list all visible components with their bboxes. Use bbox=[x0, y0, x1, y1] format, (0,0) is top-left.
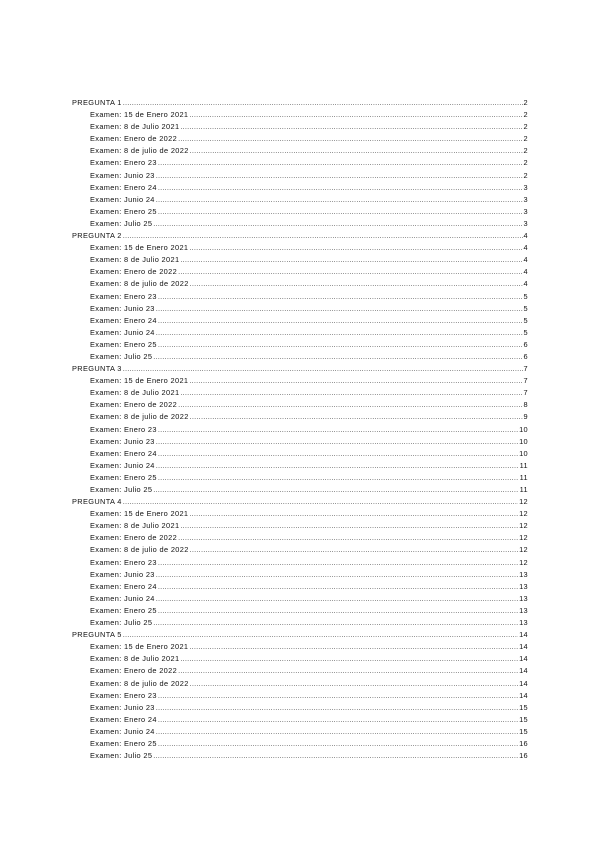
toc-entry-title: Examen: Julio 25 bbox=[90, 351, 153, 361]
toc-entry-page-number: 10 bbox=[519, 436, 528, 446]
dot-leader bbox=[190, 145, 523, 157]
dot-leader bbox=[189, 508, 518, 520]
dot-leader bbox=[178, 532, 518, 544]
dot-leader bbox=[158, 714, 518, 726]
toc-entry[interactable] bbox=[72, 738, 528, 750]
toc-entry[interactable] bbox=[72, 291, 528, 303]
toc-entry-title: Examen: Junio 23 bbox=[90, 569, 155, 579]
dot-leader bbox=[156, 303, 523, 315]
toc-entry[interactable] bbox=[72, 387, 528, 399]
toc-entry[interactable] bbox=[72, 206, 528, 218]
toc-entry-page-number: 8 bbox=[523, 400, 528, 410]
toc-entry-title: Examen: Junio 23 bbox=[90, 436, 155, 446]
toc-entry-page-number: 4 bbox=[523, 279, 528, 289]
toc-entry-page-number: 7 bbox=[523, 388, 528, 398]
toc-entry-title: Examen: Enero 23 bbox=[90, 291, 157, 301]
toc-entry-page-number: 15 bbox=[519, 726, 528, 736]
dot-leader bbox=[178, 266, 522, 278]
dot-leader bbox=[158, 157, 523, 169]
toc-entry-title: Examen: 15 de Enero 2021 bbox=[90, 243, 189, 253]
dot-leader bbox=[156, 593, 518, 605]
toc-entry[interactable] bbox=[72, 254, 528, 266]
toc-entry[interactable] bbox=[72, 194, 528, 206]
toc-entry-page-number: 16 bbox=[519, 751, 528, 761]
dot-leader bbox=[158, 315, 523, 327]
dot-leader bbox=[190, 411, 523, 423]
toc-section[interactable] bbox=[72, 496, 528, 508]
toc-entry-page-number: 4 bbox=[523, 255, 528, 265]
toc-entry-page-number: 11 bbox=[519, 460, 528, 470]
toc-entry-title: Examen: Junio 23 bbox=[90, 303, 155, 313]
toc-entry-page-number: 11 bbox=[519, 485, 528, 494]
toc-entry-title: Examen: Junio 24 bbox=[90, 726, 155, 736]
toc-entry-title: Examen: Enero de 2022 bbox=[90, 666, 178, 676]
toc-entry[interactable] bbox=[72, 411, 528, 423]
toc-entry-title: Examen: 8 de julio de 2022 bbox=[90, 412, 189, 422]
toc-entry-page-number: 12 bbox=[519, 545, 528, 555]
toc-entry-page-number: 13 bbox=[519, 618, 528, 628]
toc-entry[interactable] bbox=[72, 569, 528, 581]
dot-leader bbox=[158, 339, 523, 351]
toc-entry-page-number: 3 bbox=[523, 194, 528, 204]
toc-entry-title: Examen: Julio 25 bbox=[90, 485, 153, 494]
toc-entry[interactable] bbox=[72, 665, 528, 677]
toc-entry-page-number: 4 bbox=[523, 267, 528, 277]
toc-entry-page-number: 15 bbox=[519, 702, 528, 712]
toc-entry[interactable] bbox=[72, 593, 528, 605]
toc-entry-title: Examen: 15 de Enero 2021 bbox=[90, 376, 189, 386]
toc-entry[interactable] bbox=[72, 605, 528, 617]
toc-entry-page-number: 14 bbox=[519, 642, 528, 652]
toc-entry[interactable] bbox=[72, 544, 528, 556]
toc-section-page-number: 2 bbox=[523, 98, 528, 107]
toc-entry-title: Examen: 8 de julio de 2022 bbox=[90, 146, 189, 156]
dot-leader bbox=[158, 738, 518, 750]
toc-entry[interactable] bbox=[72, 266, 528, 278]
toc-entry-page-number: 7 bbox=[523, 376, 528, 386]
toc-entry-page-number: 2 bbox=[523, 122, 528, 132]
toc-entry[interactable] bbox=[72, 109, 528, 121]
toc-entry-page-number: 3 bbox=[523, 218, 528, 228]
toc-entry-title: Examen: Enero 24 bbox=[90, 448, 157, 458]
toc-entry[interactable] bbox=[72, 218, 528, 230]
toc-section-title: PREGUNTA 4 bbox=[72, 497, 122, 507]
dot-leader bbox=[180, 520, 518, 532]
toc-section[interactable] bbox=[72, 629, 528, 641]
toc-entry-page-number: 13 bbox=[519, 593, 528, 603]
toc-entry[interactable] bbox=[72, 315, 528, 327]
toc-entry-title: Examen: 8 de julio de 2022 bbox=[90, 545, 189, 555]
dot-leader bbox=[189, 641, 518, 653]
toc-entry-title: Examen: Junio 24 bbox=[90, 327, 155, 337]
toc-entry-page-number: 14 bbox=[519, 678, 528, 688]
toc-entry-title: Examen: Julio 25 bbox=[90, 218, 153, 228]
dot-leader bbox=[158, 605, 518, 617]
toc-entry-title: Examen: Enero 25 bbox=[90, 206, 157, 216]
dot-leader bbox=[158, 557, 518, 569]
toc-entry[interactable] bbox=[72, 508, 528, 520]
dot-leader bbox=[156, 702, 518, 714]
toc-entry[interactable] bbox=[72, 424, 528, 436]
dot-leader bbox=[190, 544, 518, 556]
toc-entry-title: Examen: Enero 24 bbox=[90, 182, 157, 192]
toc-entry[interactable] bbox=[72, 484, 528, 496]
toc-entry-page-number: 2 bbox=[523, 170, 528, 180]
toc-entry-title: Examen: Enero 25 bbox=[90, 738, 157, 748]
dot-leader bbox=[156, 194, 523, 206]
toc-entry-page-number: 6 bbox=[523, 339, 528, 349]
toc-entry[interactable] bbox=[72, 460, 528, 472]
toc-entry-title: Examen: Enero 25 bbox=[90, 605, 157, 615]
toc-entry-title: Examen: Enero 23 bbox=[90, 690, 157, 700]
toc-section-title: PREGUNTA 3 bbox=[72, 364, 122, 374]
toc-entry-page-number: 16 bbox=[519, 738, 528, 748]
toc-entry-page-number: 5 bbox=[523, 315, 528, 325]
dot-leader bbox=[189, 109, 522, 121]
dot-leader bbox=[156, 170, 523, 182]
toc-entry-page-number: 3 bbox=[523, 182, 528, 192]
toc-section-title: PREGUNTA 5 bbox=[72, 630, 122, 640]
toc-entry-page-number: 12 bbox=[519, 533, 528, 543]
toc-entry-page-number: 13 bbox=[519, 569, 528, 579]
toc-section-title: PREGUNTA 2 bbox=[72, 231, 122, 241]
toc-section-title: PREGUNTA 1 bbox=[72, 98, 122, 107]
toc-entry-page-number: 12 bbox=[519, 521, 528, 531]
toc-section-page-number: 7 bbox=[523, 364, 528, 374]
toc-entry-page-number: 10 bbox=[519, 424, 528, 434]
toc-entry-page-number: 14 bbox=[519, 666, 528, 676]
toc-entry-page-number: 13 bbox=[519, 581, 528, 591]
toc-entry-page-number: 4 bbox=[523, 243, 528, 253]
dot-leader bbox=[156, 436, 518, 448]
toc-entry-title: Examen: Enero 24 bbox=[90, 581, 157, 591]
toc-entry-page-number: 13 bbox=[519, 605, 528, 615]
toc-entry[interactable] bbox=[72, 448, 528, 460]
toc-entry-page-number: 9 bbox=[523, 412, 528, 422]
toc-entry-title: Examen: 15 de Enero 2021 bbox=[90, 509, 189, 519]
toc-entry-title: Examen: Junio 23 bbox=[90, 170, 155, 180]
toc-entry[interactable] bbox=[72, 303, 528, 315]
toc-entry-title: Examen: Enero 23 bbox=[90, 424, 157, 434]
toc-entry[interactable] bbox=[72, 170, 528, 182]
dot-leader bbox=[180, 121, 522, 133]
dot-leader bbox=[190, 278, 523, 290]
toc-entry[interactable] bbox=[72, 278, 528, 290]
toc-entry-title: Examen: 8 de Julio 2021 bbox=[90, 521, 180, 531]
dot-leader bbox=[178, 665, 518, 677]
dot-leader bbox=[156, 327, 523, 339]
toc-entry-page-number: 5 bbox=[523, 327, 528, 337]
toc-entry[interactable] bbox=[72, 121, 528, 133]
dot-leader bbox=[158, 472, 519, 484]
dot-leader bbox=[156, 726, 518, 738]
toc-entry-title: Examen: 8 de julio de 2022 bbox=[90, 279, 189, 289]
toc-entry-title: Examen: Julio 25 bbox=[90, 618, 153, 628]
dot-leader bbox=[190, 678, 518, 690]
toc-entry[interactable] bbox=[72, 351, 528, 363]
toc-entry-page-number: 5 bbox=[523, 303, 528, 313]
toc-entry[interactable] bbox=[72, 157, 528, 169]
toc-entry[interactable] bbox=[72, 375, 528, 387]
toc-entry-title: Examen: Enero 24 bbox=[90, 315, 157, 325]
dot-leader bbox=[153, 617, 518, 629]
toc-entry-page-number: 15 bbox=[519, 714, 528, 724]
toc-entry-title: Examen: 15 de Enero 2021 bbox=[90, 110, 189, 120]
toc-entry-title: Examen: Enero 23 bbox=[90, 557, 157, 567]
dot-leader bbox=[158, 448, 518, 460]
toc-entry-title: Examen: Junio 24 bbox=[90, 593, 155, 603]
toc-entry-page-number: 2 bbox=[523, 134, 528, 144]
dot-leader bbox=[180, 387, 522, 399]
toc-entry-page-number: 11 bbox=[519, 472, 528, 482]
toc-entry[interactable] bbox=[72, 339, 528, 351]
dot-leader bbox=[158, 206, 523, 218]
toc-entry[interactable] bbox=[72, 714, 528, 726]
toc-entry-page-number: 3 bbox=[523, 206, 528, 216]
dot-leader bbox=[158, 424, 518, 436]
toc-entry[interactable] bbox=[72, 690, 528, 702]
toc-entry-title: Examen: 8 de Julio 2021 bbox=[90, 255, 180, 265]
dot-leader bbox=[189, 242, 522, 254]
dot-leader bbox=[178, 399, 522, 411]
toc-entry[interactable] bbox=[72, 617, 528, 629]
dot-leader bbox=[153, 484, 518, 496]
toc-entry-page-number: 5 bbox=[523, 291, 528, 301]
toc-entry-title: Examen: Enero de 2022 bbox=[90, 400, 178, 410]
toc-entry-title: Examen: Enero de 2022 bbox=[90, 533, 178, 543]
toc-entry[interactable] bbox=[72, 145, 528, 157]
toc-entry-title: Examen: 15 de Enero 2021 bbox=[90, 642, 189, 652]
toc-entry-page-number: 12 bbox=[519, 557, 528, 567]
toc-section-page-number: 4 bbox=[523, 231, 528, 241]
toc-section-page-number: 12 bbox=[519, 497, 528, 507]
toc-entry[interactable] bbox=[72, 532, 528, 544]
toc-entry[interactable] bbox=[72, 641, 528, 653]
toc-entry-title: Examen: Junio 24 bbox=[90, 194, 155, 204]
toc-entry-page-number: 10 bbox=[519, 448, 528, 458]
toc-entry[interactable] bbox=[72, 182, 528, 194]
dot-leader bbox=[123, 97, 523, 109]
dot-leader bbox=[156, 569, 518, 581]
toc-section[interactable] bbox=[72, 230, 528, 242]
toc-entry-title: Examen: Enero 23 bbox=[90, 158, 157, 168]
toc-entry[interactable] bbox=[72, 750, 528, 762]
dot-leader bbox=[178, 133, 522, 145]
toc-entry[interactable] bbox=[72, 327, 528, 339]
toc-entry[interactable] bbox=[72, 436, 528, 448]
toc-section[interactable] bbox=[72, 97, 528, 109]
dot-leader bbox=[153, 218, 522, 230]
toc-entry[interactable] bbox=[72, 557, 528, 569]
toc-entry-page-number: 14 bbox=[519, 654, 528, 664]
dot-leader bbox=[189, 375, 522, 387]
toc-entry[interactable] bbox=[72, 133, 528, 145]
toc-entry-title: Examen: 8 de Julio 2021 bbox=[90, 388, 180, 398]
toc-section-page-number: 14 bbox=[519, 630, 528, 640]
dot-leader bbox=[123, 363, 523, 375]
dot-leader bbox=[158, 291, 523, 303]
dot-leader bbox=[180, 254, 522, 266]
toc-entry-page-number: 2 bbox=[523, 146, 528, 156]
toc-entry-title: Examen: 8 de Julio 2021 bbox=[90, 654, 180, 664]
dot-leader bbox=[153, 351, 522, 363]
toc-entry-title: Examen: Enero 25 bbox=[90, 339, 157, 349]
toc-entry-title: Examen: Junio 24 bbox=[90, 460, 155, 470]
toc-entry-title: Examen: 8 de julio de 2022 bbox=[90, 678, 189, 688]
toc-entry-page-number: 6 bbox=[523, 351, 528, 361]
toc-entry-title: Examen: Enero 25 bbox=[90, 472, 157, 482]
toc-entry[interactable] bbox=[72, 702, 528, 714]
dot-leader bbox=[123, 496, 518, 508]
toc-entry-title: Examen: Enero de 2022 bbox=[90, 267, 178, 277]
toc-entry-title: Examen: Enero de 2022 bbox=[90, 134, 178, 144]
toc-entry[interactable] bbox=[72, 653, 528, 665]
toc-entry[interactable] bbox=[72, 472, 528, 484]
toc-section[interactable] bbox=[72, 363, 528, 375]
toc-entry[interactable] bbox=[72, 520, 528, 532]
toc-entry-page-number: 2 bbox=[523, 158, 528, 168]
table-of-contents bbox=[72, 97, 528, 762]
toc-entry-page-number: 14 bbox=[519, 690, 528, 700]
toc-entry[interactable] bbox=[72, 581, 528, 593]
toc-entry[interactable] bbox=[72, 726, 528, 738]
toc-entry-page-number: 2 bbox=[523, 110, 528, 120]
dot-leader bbox=[123, 629, 518, 641]
toc-entry-title: Examen: Julio 25 bbox=[90, 751, 153, 761]
dot-leader bbox=[123, 230, 523, 242]
toc-entry-title: Examen: 8 de Julio 2021 bbox=[90, 122, 180, 132]
toc-entry[interactable] bbox=[72, 399, 528, 411]
toc-entry-title: Examen: Junio 23 bbox=[90, 702, 155, 712]
dot-leader bbox=[158, 690, 518, 702]
dot-leader bbox=[158, 581, 518, 593]
toc-entry-page-number: 12 bbox=[519, 509, 528, 519]
dot-leader bbox=[180, 653, 518, 665]
toc-entry[interactable] bbox=[72, 678, 528, 690]
dot-leader bbox=[156, 460, 519, 472]
dot-leader bbox=[153, 750, 518, 762]
toc-entry-title: Examen: Enero 24 bbox=[90, 714, 157, 724]
dot-leader bbox=[158, 182, 523, 194]
toc-entry[interactable] bbox=[72, 242, 528, 254]
